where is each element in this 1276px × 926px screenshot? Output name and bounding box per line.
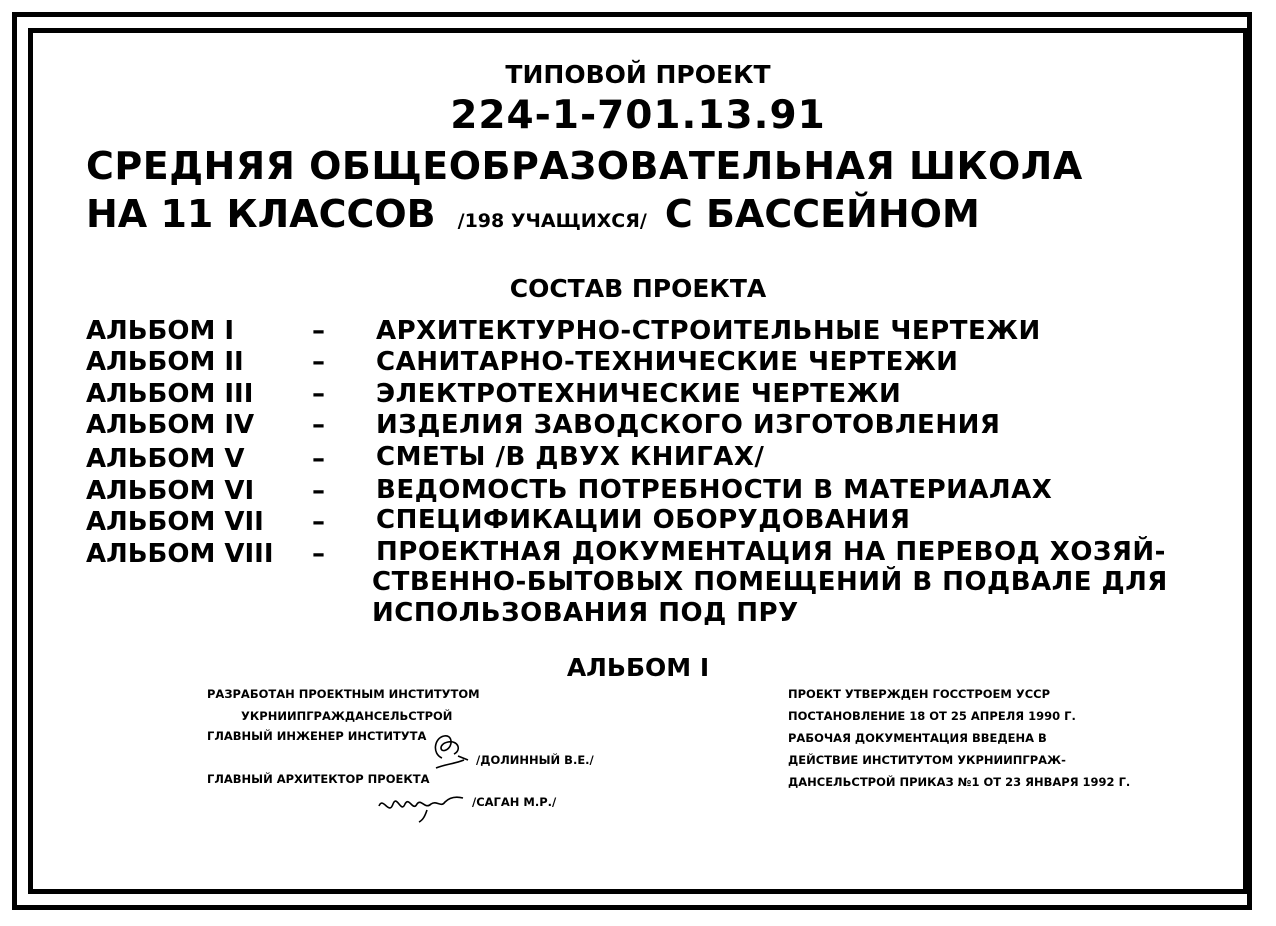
album-label: АЛЬБОМ IV [86, 410, 255, 440]
project-number: 224-1-701.13.91 [450, 93, 826, 138]
album-description: ЭЛЕКТРОТЕХНИЧЕСКИЕ ЧЕРТЕЖИ [376, 379, 902, 409]
album-description: ИЗДЕЛИЯ ЗАВОДСКОГО ИЗГОТОВЛЕНИЯ [376, 410, 1001, 440]
album-description-continued: ИСПОЛЬЗОВАНИЯ ПОД ПРУ [372, 598, 799, 628]
album-dash: – [312, 476, 325, 506]
album-description: АРХИТЕКТУРНО-СТРОИТЕЛЬНЫЕ ЧЕРТЕЖИ [376, 316, 1041, 346]
album-dash: – [312, 410, 325, 440]
album-label: АЛЬБОМ II [86, 347, 244, 377]
chief-engineer-name: /ДОЛИННЫЙ В.Е./ [476, 753, 594, 767]
approval-line-5: ДАНСЕЛЬСТРОЙ ПРИКАЗ №1 ОТ 23 ЯНВАРЯ 1992 Г. [788, 775, 1131, 789]
album-description: ПРОЕКТНАЯ ДОКУМЕНТАЦИЯ НА ПЕРЕВОД ХОЗЯЙ- [376, 537, 1166, 567]
title-line-1: СРЕДНЯЯ ОБЩЕОБРАЗОВАТЕЛЬНАЯ ШКОЛА [86, 144, 1083, 188]
album-dash: – [312, 444, 325, 474]
institute-name: УКРНИИПГРАЖДАНСЕЛЬСТРОЙ [241, 709, 453, 723]
title-students: /198 УЧАЩИХСЯ/ [457, 210, 647, 232]
album-description: СПЕЦИФИКАЦИИ ОБОРУДОВАНИЯ [376, 505, 911, 535]
album-label: АЛЬБОМ VI [86, 476, 255, 506]
chief-architect-name: /САГАН М.Р./ [472, 795, 557, 809]
approval-line-1: ПРОЕКТ УТВЕРЖДЕН ГОССТРОЕМ УССР [788, 687, 1051, 701]
title-classes: НА 11 КЛАССОВ [86, 192, 436, 236]
type-project-label: ТИПОВОЙ ПРОЕКТ [505, 60, 771, 89]
architect-signature [375, 788, 471, 824]
approval-line-4: ДЕЙСТВИЕ ИНСТИТУТОМ УКРНИИПГРАЖ- [788, 753, 1066, 767]
album-dash: – [312, 539, 325, 569]
chief-architect-label: ГЛАВНЫЙ АРХИТЕКТОР ПРОЕКТА [207, 772, 430, 786]
album-dash: – [312, 347, 325, 377]
chief-engineer-label: ГЛАВНЫЙ ИНЖЕНЕР ИНСТИТУТА [207, 729, 427, 743]
title-pool: С БАССЕЙНОМ [664, 192, 980, 236]
album-label: АЛЬБОМ VIII [86, 539, 274, 569]
current-album: АЛЬБОМ I [566, 653, 710, 682]
developed-by: РАЗРАБОТАН ПРОЕКТНЫМ ИНСТИТУТОМ [207, 687, 480, 701]
title-line-2 [86, 192, 980, 236]
composition-heading: СОСТАВ ПРОЕКТА [509, 274, 767, 303]
engineer-signature [428, 728, 476, 774]
album-dash: – [312, 316, 325, 346]
album-description: ВЕДОМОСТЬ ПОТРЕБНОСТИ В МАТЕРИАЛАХ [376, 475, 1053, 505]
album-description: СМЕТЫ /В ДВУХ КНИГАХ/ [376, 442, 765, 472]
album-label: АЛЬБОМ I [86, 316, 235, 346]
album-label: АЛЬБОМ VII [86, 507, 264, 537]
album-description-continued: СТВЕННО-БЫТОВЫХ ПОМЕЩЕНИЙ В ПОДВАЛЕ ДЛЯ [372, 567, 1168, 597]
album-dash: – [312, 507, 325, 537]
album-dash: – [312, 379, 325, 409]
album-description: САНИТАРНО-ТЕХНИЧЕСКИЕ ЧЕРТЕЖИ [376, 347, 959, 377]
approval-line-2: ПОСТАНОВЛЕНИЕ 18 ОТ 25 АПРЕЛЯ 1990 Г. [788, 709, 1076, 723]
album-label: АЛЬБОМ III [86, 379, 254, 409]
album-label: АЛЬБОМ V [86, 444, 245, 474]
approval-line-3: РАБОЧАЯ ДОКУМЕНТАЦИЯ ВВЕДЕНА В [788, 731, 1047, 745]
